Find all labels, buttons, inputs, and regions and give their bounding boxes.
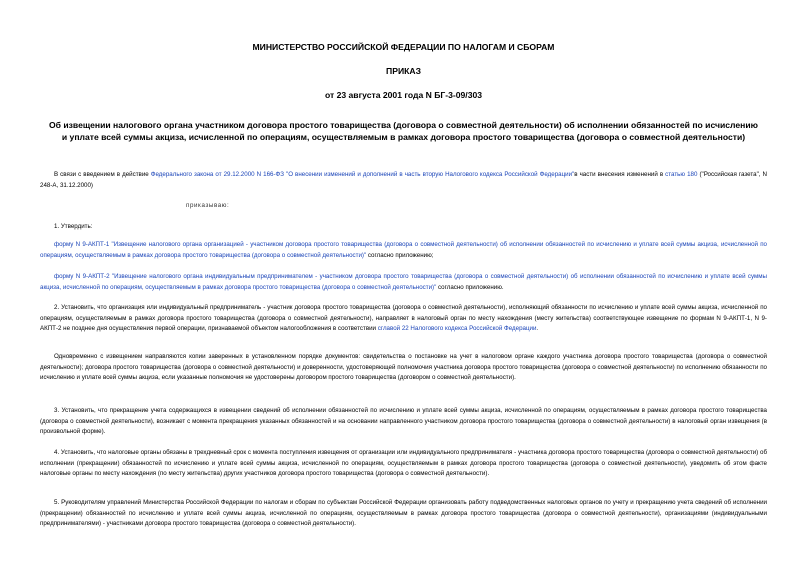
intro-paragraph [40, 170, 767, 191]
intro-text-pre: В связи с введением в действие [54, 171, 151, 178]
document-title: Об извещении налогового органа участником договора простого товарищества (договора о совместной деятельности) об исполнении обязанностей по исчислению и уплате всей суммы акциза, исчисленной по операциям, осуществляемым в рамках договора простого товарищества (договора о совместной деятельности) [49, 120, 758, 142]
decree-word: приказываю: [186, 202, 230, 209]
form-9-akpt-1-link[interactable]: форму N 9-АКПТ-1 "Извещение налогового органа организацией - участником договора простого товарищества (договора о совместной деятельности) об исполнении обязанностей по исчислению и уплате всей суммы акциза, исчисленной по операциям, осуществляемым в рамках договора простого товарищества (договора о совместной деятельности)" [40, 241, 767, 259]
date-number-heading: от 23 августа 2001 года N БГ-3-09/303 [324, 90, 483, 100]
intro-text-post: ("Российская газета", N 248-А, 31.12.2000) [40, 171, 768, 189]
item-3-paragraph: 3. Установить, что прекращение учета содержащихся в извещении сведений об исполнении обязанностей по исчислению и уплате всей суммы акциза, исчисленной по операциям, осуществляемым в рамках договора простого товарищества (договора о совместной деятельности), возникает с момента прекращения указанных обязанностей и на основании направленного участником договора простого товарищества (договора о совместной деятельности) в налоговый орган извещения (в произвольной форме). [40, 407, 767, 435]
intro-text-mid: в части внесения изменений в [574, 171, 666, 178]
form-1-paragraph [40, 240, 767, 261]
form-1-post-text: согласно приложению; [366, 251, 434, 259]
item-1-approve: 1. Утвердить: [54, 223, 93, 230]
document-type-heading: ПРИКАЗ [386, 66, 421, 76]
chapter-22-link[interactable]: сглавой 22 Налогового кодекса Российской Федерации [377, 325, 537, 332]
item-4-paragraph: 4. Установить, что налоговые органы обязаны в трехдневный срок с момента поступления извещения от организации или индивидуального предпринимателя - участника договора простого товарищества (договора о совместной деятельности) об исполнении (прекращении) обязанностей по исчислению и уплате всей суммы акциза, исчисленной по операциям, осуществляемым в рамках договора простого товарищества (договора о совместной деятельности), уведомить об этом факте налоговые органы по месту нахождения (по месту жительства) других участников договора простого товарищества (договора о совместной деятельности). [40, 449, 767, 477]
form-2-paragraph [40, 272, 767, 293]
form-9-akpt-2-link[interactable]: форму N 9-АКПТ-2 "Извещение налогового органа индивидуальным предпринимателем - участником договора простого товарищества (договора о совместной деятельности) об исполнении обязанностей по исчислению и уплате всей суммы акциза, исчисленной по операциям, осуществляемым в рамках договора простого товарищества (договора о совместной деятельности)" [40, 273, 767, 291]
item-2-text: 2. Установить, что организация или индивидуальный предприниматель - участник договора простого товарищества (договора о совместной деятельности), исполняющий обязанности по исчислению и уплате всей суммы акциза, исчисленной по операциям, осуществляемым в рамках договора простого товарищества (договора о совместной деятельности), направляет в налоговый орган по месту нахождения (месту жительства) соответствующее извещение по формам N 9-АКПТ-1, N 9-АКПТ-2 не позднее дня осуществления первой операции, признаваемой объектом налогообложения в соответствии [40, 304, 767, 332]
simultaneously-paragraph: Одновременно с извещением направляются копии заверенных в установленном порядке документов: свидетельства о постановке на учет в налоговом органе каждого участника договора простого товарищества (договора о совместной деятельности); договора простого товарищества (договора о совместной деятельности) и доверенности, удостоверяющей полномочия участника договора простого товарищества (договора о совместной деятельности) по исполнению обязанности по исчислению и уплате всей суммы акциза, если указанные полномочия не удостоверены договором простого товарищества (договором о совместной деятельности). [40, 353, 767, 381]
article-180-link[interactable]: статью 180 [665, 171, 698, 178]
federal-law-link[interactable]: Федерального закона от 29.12.2000 N 166-ФЗ "О внесении изменений и дополнений в часть вторую Налогового кодекса Российской Федерации" [150, 171, 575, 178]
form-2-post-text: согласно приложению. [436, 283, 504, 291]
ministry-heading: МИНИСТЕРСТВО РОССИЙСКОЙ ФЕДЕРАЦИИ ПО НАЛОГАМ И СБОРАМ [252, 42, 555, 52]
item-2-paragraph [40, 303, 767, 335]
item-5-paragraph: 5. Руководителям управлений Министерства Российской Федерации по налогам и сборам по субъектам Российской Федерации организовать работу подведомственных налоговых органов по учету и прекращению учета сведений об исполнении (прекращении) обязанностей по исчислению и уплате всей суммы акциза, исчисленной по операциям, осуществляемым в рамках договора простого товарищества (договора о совместной деятельности), организациями (индивидуальными предпринимателями) - участниками договора простого товарищества (договора о совместной деятельности). [40, 499, 767, 527]
item-2-post-text: . [536, 325, 539, 332]
